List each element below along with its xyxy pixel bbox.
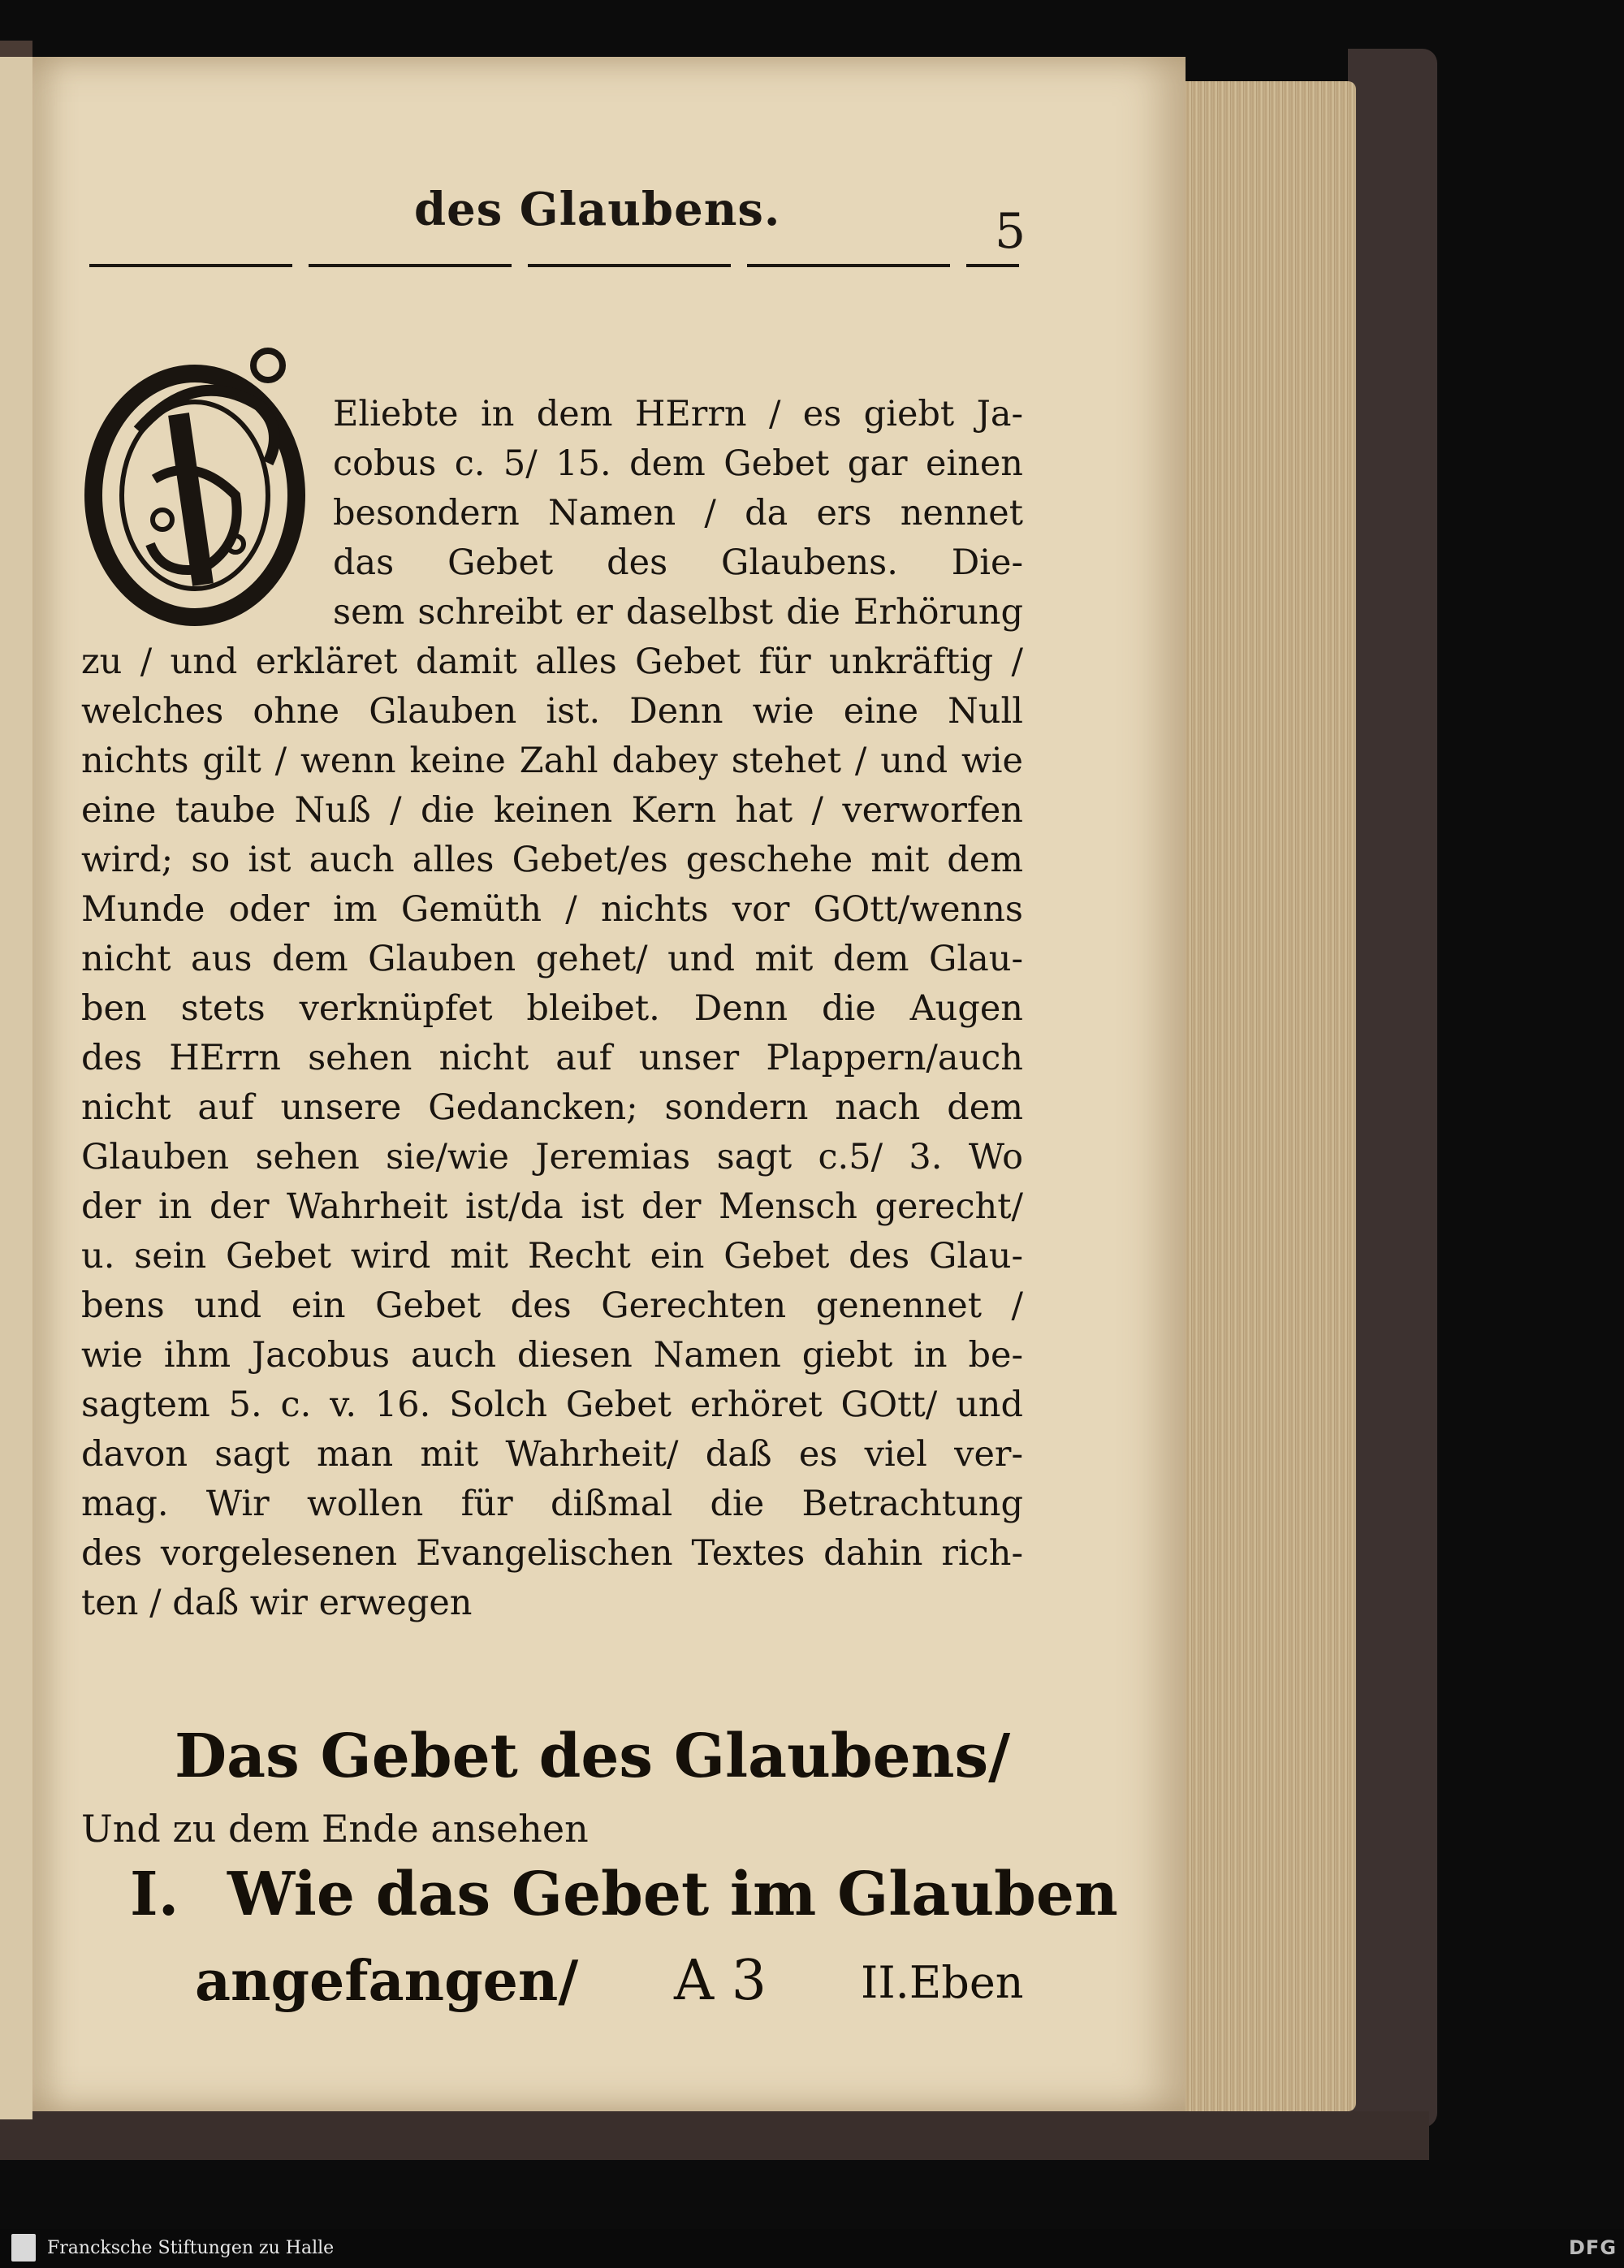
book-cover-bottom — [0, 2111, 1429, 2160]
text-line: wird; so ist auch alles Gebet/es geschehe mit dem — [81, 840, 1023, 880]
text-line: nichts gilt / wenn keine Zahl dabey stehet / und wie — [81, 741, 1023, 781]
left-page-edge — [0, 57, 32, 2119]
institution-logo-icon — [11, 2234, 36, 2262]
text-line: das Gebet des Glaubens. Die- — [333, 542, 1023, 583]
text-line: u. sein Gebet wird mit Recht ein Gebet des Glau- — [81, 1236, 1023, 1277]
text-line: Glauben sehen sie/wie Jeremias sagt c.5/ 3. Wo — [81, 1137, 1023, 1177]
section-number: I. — [130, 1860, 179, 1929]
signature-mark: A 3 — [674, 1949, 767, 2013]
text-line: welches ohne Glauben ist. Denn wie eine Null — [81, 691, 1023, 732]
page-number: 5 — [995, 203, 1026, 260]
text-line: sem schreibt er daselbst die Erhörung — [333, 592, 1023, 633]
text-line: wie ihm Jacobus auch diesen Namen giebt in be- — [81, 1335, 1023, 1376]
text-line: Munde oder im Gemüth / nichts vor GOtt/wenns — [81, 889, 1023, 930]
text-line: zu / und erkläret damit alles Gebet für unkräftig / — [81, 642, 1023, 682]
credit-text: Francksche Stiftungen zu Halle — [47, 2238, 335, 2258]
text-line: des HErrn sehen nicht auf unser Plappern/auch — [81, 1038, 1023, 1078]
text-line: ten / daß wir erwegen — [81, 1583, 473, 1623]
text-line: mag. Wir wollen für dißmal die Betrachtung — [81, 1484, 1023, 1524]
catchword: II.Eben — [861, 1957, 1024, 2008]
section-heading: Das Gebet des Glaubens/ — [175, 1722, 1011, 1791]
book-cover-right — [1348, 49, 1437, 2128]
body-text — [81, 390, 1023, 1628]
text-line: nicht aus dem Glauben gehet/ und mit dem Glau- — [81, 939, 1023, 979]
running-head: des Glaubens. — [414, 183, 781, 236]
text-line: cobus c. 5/ 15. dem Gebet gar einen — [333, 443, 1023, 484]
text-line: Eliebte in dem HErrn / es giebt Ja- — [333, 394, 1023, 434]
section-subheading: Und zu dem Ende ansehen — [81, 1807, 589, 1851]
dfg-logo: DFG — [1569, 2236, 1618, 2259]
text-line: ben stets verknüpfet bleibet. Denn die Augen — [81, 988, 1023, 1029]
section-title-continuation: angefangen/ — [195, 1949, 579, 2014]
text-line: davon sagt man mit Wahrheit/ daß es viel ver- — [81, 1434, 1023, 1475]
text-line: bens und ein Gebet des Gerechten genennet / — [81, 1285, 1023, 1326]
text-line: eine taube Nuß / die keinen Kern hat / verworfen — [81, 790, 1023, 831]
section-title-text: Wie das Gebet im Glauben — [227, 1860, 1118, 1929]
text-line: nicht auf unsere Gedancken; sondern nach dem — [81, 1087, 1023, 1128]
text-line: besondern Namen / da ers nennet — [333, 493, 1023, 534]
text-line: sagtem 5. c. v. 16. Solch Gebet erhöret GOtt/ und — [81, 1385, 1023, 1425]
text-line: des vorgelesenen Evangelischen Textes dahin rich- — [81, 1533, 1023, 1574]
section-title — [130, 1860, 1118, 1929]
text-line: der in der Wahrheit ist/da ist der Mensch gerecht/ — [81, 1186, 1023, 1227]
page-fore-edge — [1186, 81, 1356, 2111]
header-rule — [89, 264, 1019, 267]
